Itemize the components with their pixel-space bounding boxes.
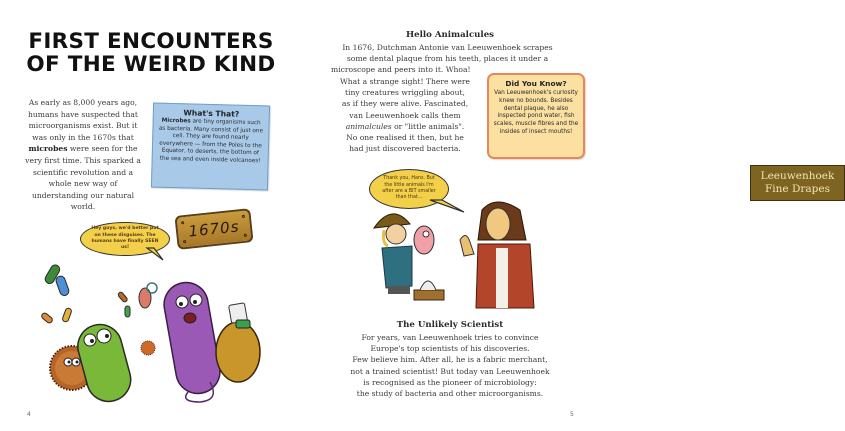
shop-sign-line-1: Leeuwenhoek [760, 170, 835, 182]
text-line: tiny creatures wriggling about, [345, 88, 465, 98]
shop-sign-line-2: Fine Drapes [765, 183, 830, 195]
text-line: some dental plaque from his teeth, places it under a [346, 54, 549, 64]
microbe-characters-icon [30, 262, 270, 402]
microbe-speech-text: Hey guys, we'd better put on these disguises. The humans have finally SEEN us! [91, 226, 159, 251]
intro-paragraph [22, 97, 144, 213]
text-line: For years, van Leeuwenhoek tries to convince [361, 333, 539, 342]
animalcules-paragraph-top [330, 42, 565, 76]
nail-icon [242, 215, 245, 218]
text-line: had just discovered bacteria. [349, 144, 461, 154]
text-line: Europe's top scientists of his discoveries. [370, 344, 530, 354]
page-number-right: 5 [570, 411, 574, 418]
intro-text-start: As early as 8,000 years ago, humans have suspected that microorganisms exist. But it was only in the 1670s that [28, 98, 138, 142]
text-line: the study of bacteria and other microorganisms. [356, 389, 544, 399]
intro-bold-term: microbes [28, 144, 68, 154]
text-line: as if they were alive. Fascinated, [341, 99, 469, 109]
whats-that-bold: Microbes [161, 117, 191, 125]
year-sign-text: 1670s [187, 217, 241, 241]
page-number-left: 4 [27, 411, 31, 418]
speech-tail-icon [145, 248, 165, 262]
text-line: not a trained scientist! But today van Leeuwenhoek [350, 366, 550, 376]
whats-that-box [151, 102, 270, 190]
text-line: In 1676, Dutchman Antonie van Leeuwenhoek scrapes [342, 43, 553, 52]
did-you-know-text: Van Leeuwenhoek's curiosity knew no bounds. Besides dental plaque, he also inspected pond water, fish scales, muscle fibres and the insides of insect mouths! [493, 90, 579, 135]
text-line [330, 121, 480, 132]
text-line: van Leeuwenhoek calls them [349, 110, 461, 120]
did-you-know-box [487, 73, 585, 159]
text-line: Few believe him. After all, he is a fabric merchant, [352, 355, 548, 365]
text-line: microscope and peers into it. Whoa! [331, 65, 471, 75]
section-title-hello-animalcules: Hello Animalcules [406, 30, 494, 40]
nail-icon [183, 240, 186, 243]
whats-that-title: What's That? [183, 108, 240, 119]
did-you-know-title: Did You Know? [505, 79, 567, 88]
whats-that-body: are tiny organisms such as bacteria. Many consist of just one cell. They are found nearly everywhere — from the Poles to the Equator, to deserts, the bottom of the sea and even inside volcanoes! [158, 118, 264, 165]
shop-sign [750, 165, 845, 201]
right-page [300, 0, 835, 431]
animalcules-paragraph-body [330, 76, 480, 154]
text-line: is recognised as the pioneer of microbiology: [363, 377, 537, 387]
text-fragment: or "little animals". [391, 121, 465, 131]
italic-term: animalcules [345, 121, 392, 131]
unlikely-scientist-paragraph [330, 332, 570, 399]
text-line: No one realised it then, but he [346, 133, 464, 143]
year-sign [174, 208, 253, 250]
nail-icon [181, 221, 184, 224]
page-title [22, 30, 280, 76]
whats-that-text [158, 118, 264, 166]
nail-icon [244, 234, 247, 237]
intro-text-end: were seen for the very first time. This sparked a scientific revolution and a whole new way of understanding our natural world. [25, 144, 141, 212]
people-characters-icon [370, 200, 540, 310]
text-line: What a strange sight! There were [339, 77, 471, 86]
title-line-1: FIRST ENCOUNTERS [28, 29, 274, 54]
left-page [0, 0, 300, 431]
title-line-2: OF THE WEIRD KIND [26, 52, 276, 77]
section-title-unlikely-scientist: The Unlikely Scientist [396, 320, 504, 330]
hans-speech-text: Thank you, Hans. But the little animals I'm after are a BIT smaller than that... [382, 176, 436, 201]
